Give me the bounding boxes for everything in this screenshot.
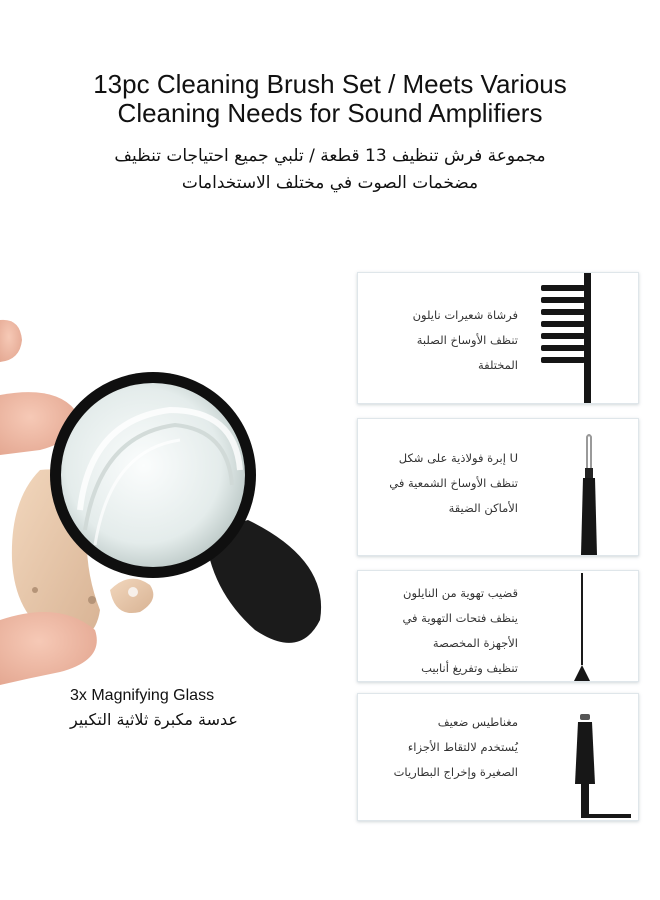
feature-line: U إبرة فولاذية على شكل xyxy=(398,451,518,465)
feature-text xyxy=(394,710,518,785)
feature-line: تنظيف وتفريغ أنابيب xyxy=(421,661,518,675)
title-en-line-2: Cleaning Needs for Sound Amplifiers xyxy=(117,98,543,128)
feature-line: الأماكن الضيقة xyxy=(448,501,518,515)
feature-line: الأجهزة المخصصة xyxy=(432,636,518,650)
feature-card-nylon-brush xyxy=(357,272,639,404)
feature-card-steel-needle xyxy=(357,418,639,556)
steel-needle-icon xyxy=(573,433,603,555)
feature-card-vent-rod xyxy=(357,570,639,682)
nylon-brush-icon xyxy=(538,273,608,403)
title-ar-line-2: مضخمات الصوت في مختلف الاستخدامات xyxy=(181,173,479,193)
feature-line: تنظف الأوساخ الشمعية في xyxy=(389,476,518,490)
title-ar-line-1: مجموعة فرش تنظيف 13 قطعة / تلبي جميع احتياجات تنظيف xyxy=(114,146,546,166)
magnifier-product-photo xyxy=(0,300,340,700)
vent-rod-icon xyxy=(570,573,596,681)
product-title-arabic xyxy=(70,143,590,197)
magnet-icon xyxy=(573,714,633,820)
magnifier-caption-english: 3x Magnifying Glass xyxy=(70,687,215,704)
feature-line: الصغيرة وإخراج البطاريات xyxy=(393,765,518,779)
feature-text xyxy=(389,446,518,521)
feature-text xyxy=(402,581,518,681)
feature-line: يُستخدم لالتقاط الأجزاء xyxy=(407,740,518,754)
feature-line: مغناطيس ضعيف xyxy=(437,715,518,729)
feature-line: تنظف الأوساخ الصلبة xyxy=(416,333,518,347)
feature-line: ينظف فتحات التهوية في xyxy=(402,611,518,625)
product-title-english xyxy=(0,70,660,128)
feature-text xyxy=(413,303,518,378)
magnifier-caption-arabic: عدسة مكبرة ثلاثية التكبير xyxy=(70,710,238,729)
feature-card-magnet xyxy=(357,693,639,821)
feature-line: فرشاة شعيرات نايلون xyxy=(412,308,518,322)
feature-line: المختلفة xyxy=(477,358,518,372)
title-en-line-1: 13pc Cleaning Brush Set / Meets Various xyxy=(93,69,567,99)
feature-line: قضيب تهوية من النايلون xyxy=(403,586,518,600)
